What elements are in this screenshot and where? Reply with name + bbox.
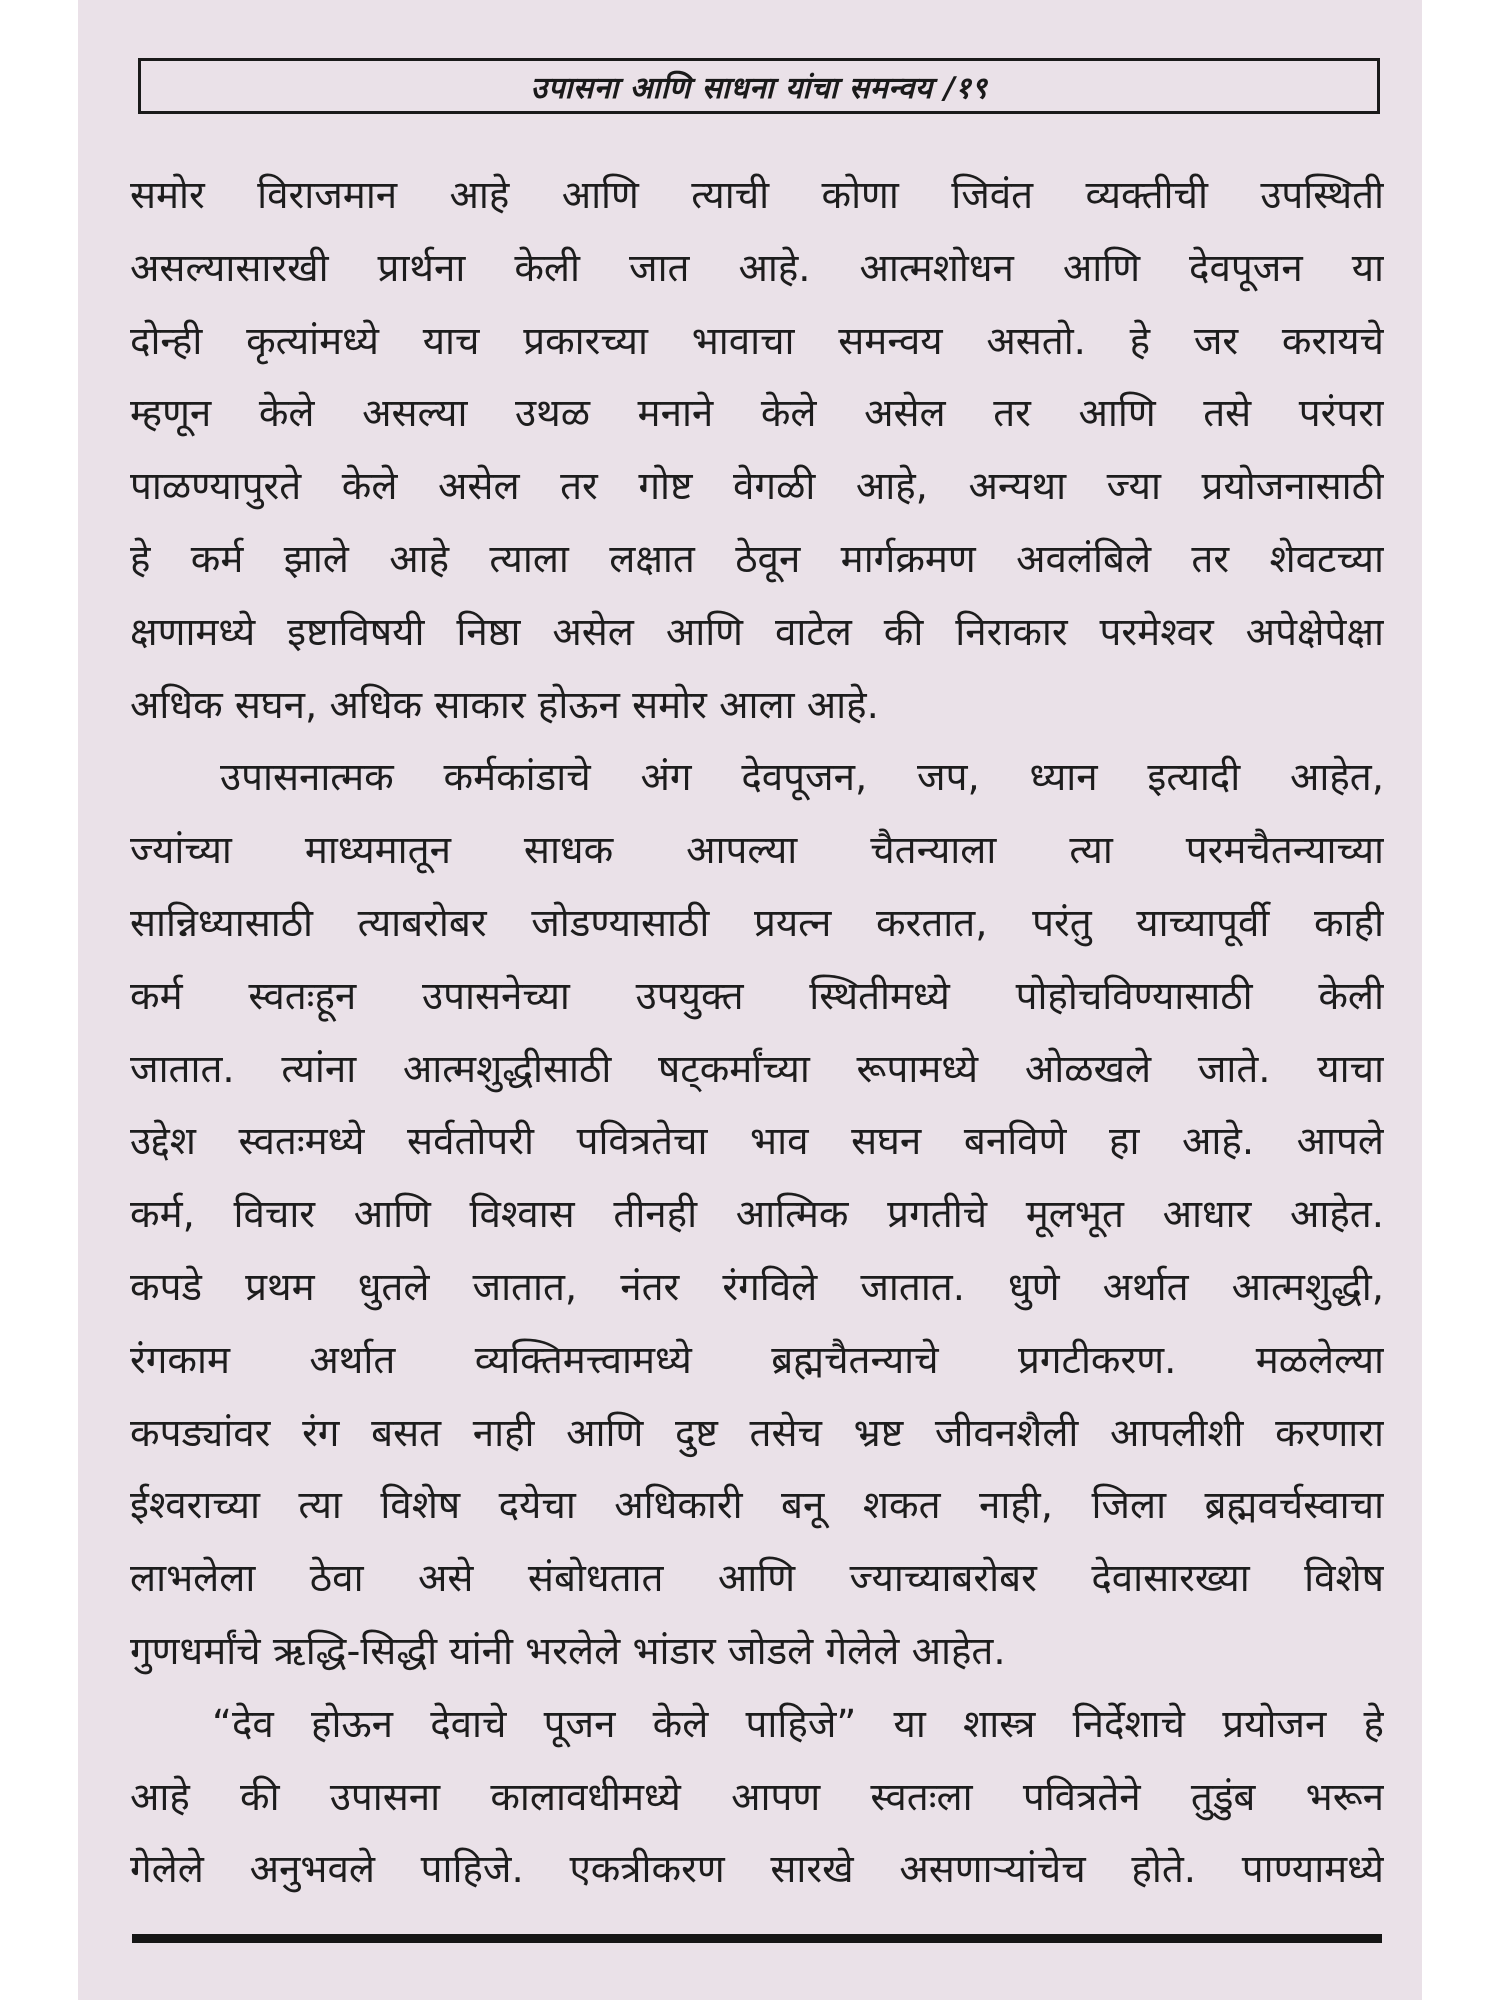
text-line: असल्यासारखी प्रार्थना केली जात आहे. आत्मशोधन आणि देवपूजन या — [130, 245, 1384, 291]
text-line: कर्म, विचार आणि विश्वास तीनही आत्मिक प्रगतीचे मूलभूत आधार आहेत. — [130, 1192, 1384, 1238]
text-line: आहे की उपासना कालावधीमध्ये आपण स्वतःला पवित्रतेने तुडुंब भरून — [130, 1774, 1384, 1820]
body-text — [130, 160, 1384, 1907]
text-line: गुणधर्मांचे ऋद्धि-सिद्धी यांनी भरलेले भांडार जोडले गेलेले आहेत. — [130, 1628, 1006, 1674]
footer-rule — [132, 1934, 1382, 1943]
text-line: जातात. त्यांना आत्मशुद्धीसाठी षट्कर्मांच्या रूपामध्ये ओळखले जाते. याचा — [130, 1046, 1384, 1092]
text-line: ज्यांच्या माध्यमातून साधक आपल्या चैतन्याला त्या परमचैतन्याच्या — [130, 828, 1384, 874]
text-line: कर्म स्वतःहून उपासनेच्या उपयुक्त स्थितीमध्ये पोहोचविण्यासाठी केली — [130, 973, 1384, 1019]
paragraph-first-line: “देव होऊन देवाचे पूजन केले पाहिजे” या शास्त्र निर्देशाचे प्रयोजन हे — [212, 1701, 1384, 1747]
text-line: रंगकाम अर्थात व्यक्तिमत्त्वामध्ये ब्रह्मचैतन्याचे प्रगटीकरण. मळलेल्या — [130, 1337, 1384, 1383]
text-line: कपड्यांवर रंग बसत नाही आणि दुष्ट तसेच भ्रष्ट जीवनशैली आपलीशी करणारा — [130, 1410, 1384, 1456]
paragraph-first-line: उपासनात्मक कर्मकांडाचे अंग देवपूजन, जप, ध्यान इत्यादी आहेत, — [220, 755, 1384, 801]
text-line: गेलेले अनुभवले पाहिजे. एकत्रीकरण सारखे असणाऱ्यांचेच होते. पाण्यामध्ये — [130, 1847, 1384, 1893]
text-line: म्हणून केले असल्या उथळ मनाने केले असेल तर आणि तसे परंपरा — [130, 391, 1384, 437]
running-header — [138, 58, 1380, 114]
text-line: उद्देश स्वतःमध्ये सर्वतोपरी पवित्रतेचा भाव सघन बनविणे हा आहे. आपले — [130, 1119, 1384, 1165]
text-line: ईश्वराच्या त्या विशेष दयेचा अधिकारी बनू शकत नाही, जिला ब्रह्मवर्चस्वाचा — [130, 1483, 1384, 1529]
text-line: क्षणामध्ये इष्टाविषयी निष्ठा असेल आणि वाटेल की निराकार परमेश्वर अपेक्षेपेक्षा — [130, 609, 1384, 655]
page-header-title: उपासना आणि साधना यांचा समन्वय /१९ — [530, 70, 988, 106]
text-line: लाभलेला ठेवा असे संबोधतात आणि ज्याच्याबरोबर देवासारख्या विशेष — [130, 1556, 1384, 1602]
text-line: पाळण्यापुरते केले असेल तर गोष्ट वेगळी आहे, अन्यथा ज्या प्रयोजनासाठी — [130, 464, 1384, 510]
text-line: समोर विराजमान आहे आणि त्याची कोणा जिवंत व्यक्तीची उपस्थिती — [130, 173, 1384, 218]
text-line: कपडे प्रथम धुतले जातात, नंतर रंगविले जातात. धुणे अर्थात आत्मशुद्धी, — [130, 1264, 1384, 1310]
text-line: हे कर्म झाले आहे त्याला लक्षात ठेवून मार्गक्रमण अवलंबिले तर शेवटच्या — [130, 536, 1384, 582]
text-line: सान्निध्यासाठी त्याबरोबर जोडण्यासाठी प्रयत्न करतात, परंतु याच्यापूर्वी काही — [130, 900, 1384, 946]
book-page — [78, 0, 1422, 2000]
text-line: अधिक सघन, अधिक साकार होऊन समोर आला आहे. — [130, 682, 879, 728]
text-line: दोन्ही कृत्यांमध्ये याच प्रकारच्या भावाचा समन्वय असतो. हे जर करायचे — [130, 318, 1384, 364]
